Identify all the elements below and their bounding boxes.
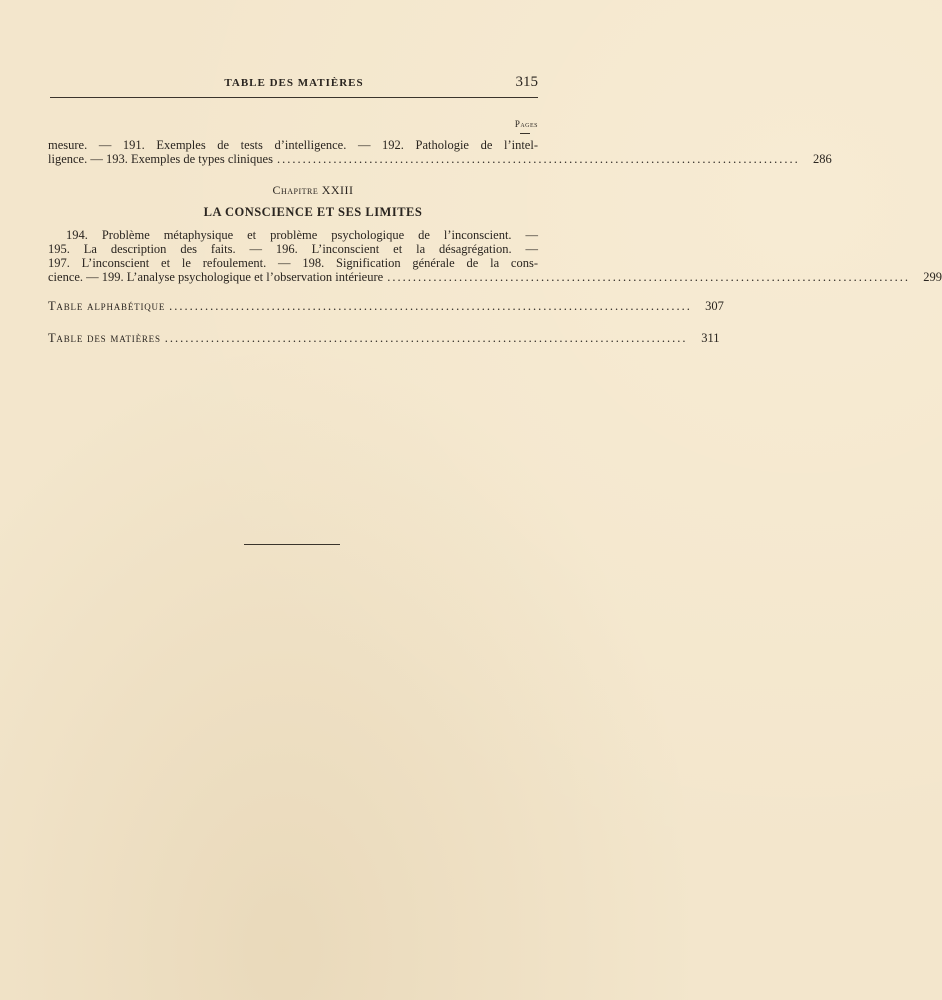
leader-dots: ...................................................................................................... [387, 270, 910, 284]
toc-entry-line-last [48, 270, 942, 284]
toc-entry-line: 197. L’inconscient et le refoulement. — 198. Signification générale de la cons- [48, 256, 538, 270]
toc-entry-line-last [48, 152, 832, 166]
toc-entry-line-last [48, 331, 720, 345]
toc-entry-page: 307 [705, 299, 724, 313]
toc-entry-line-last [48, 299, 724, 313]
toc-entry-text: Table alphabétique [48, 299, 166, 313]
end-rule [244, 544, 340, 545]
toc-entry-line: 194. Problème métaphysique et problème psychologique de l’inconscient. — [66, 228, 538, 242]
toc-entry-text: ligence. — 193. Exemples de types cliniques [48, 152, 273, 166]
toc-entry-page: 286 [812, 152, 832, 166]
page-number: 315 [515, 74, 538, 90]
toc-entry-line: mesure. — 191. Exemples de tests d’intelligence. — 192. Pathologie de l’intel- [48, 138, 538, 152]
toc-entry-page: 311 [701, 331, 720, 345]
leader-dots: ...................................................................................................... [276, 152, 800, 166]
toc-entry-page: 299 [923, 270, 942, 284]
pages-column-dash [520, 133, 530, 134]
toc-entry-text: Table des matières [48, 331, 161, 345]
toc-entry-table-alphabetique [48, 299, 724, 313]
header-rule [50, 97, 538, 98]
chapter-title: LA CONSCIENCE ET SES LIMITES [203, 205, 423, 219]
running-header-title: TABLE DES MATIÈRES [224, 77, 364, 89]
chapter-label: Chapitre XXIII [272, 183, 354, 197]
leader-dots: ...................................................................................................... [169, 299, 692, 313]
toc-entry-table-des-matieres [48, 331, 720, 345]
toc-entry-text: cience. — 199. L’analyse psychologique et l’observation intérieure [48, 270, 384, 284]
leader-dots: ...................................................................................................... [164, 331, 688, 345]
toc-entry-chapter-xxii-continued [48, 138, 832, 166]
running-header [50, 74, 538, 96]
toc-entry-chapter-xxiii [48, 228, 942, 284]
pages-column-label: Pages [514, 119, 538, 129]
toc-entry-line: 195. La description des faits. — 196. L’inconscient et la désagrégation. — [48, 242, 538, 256]
